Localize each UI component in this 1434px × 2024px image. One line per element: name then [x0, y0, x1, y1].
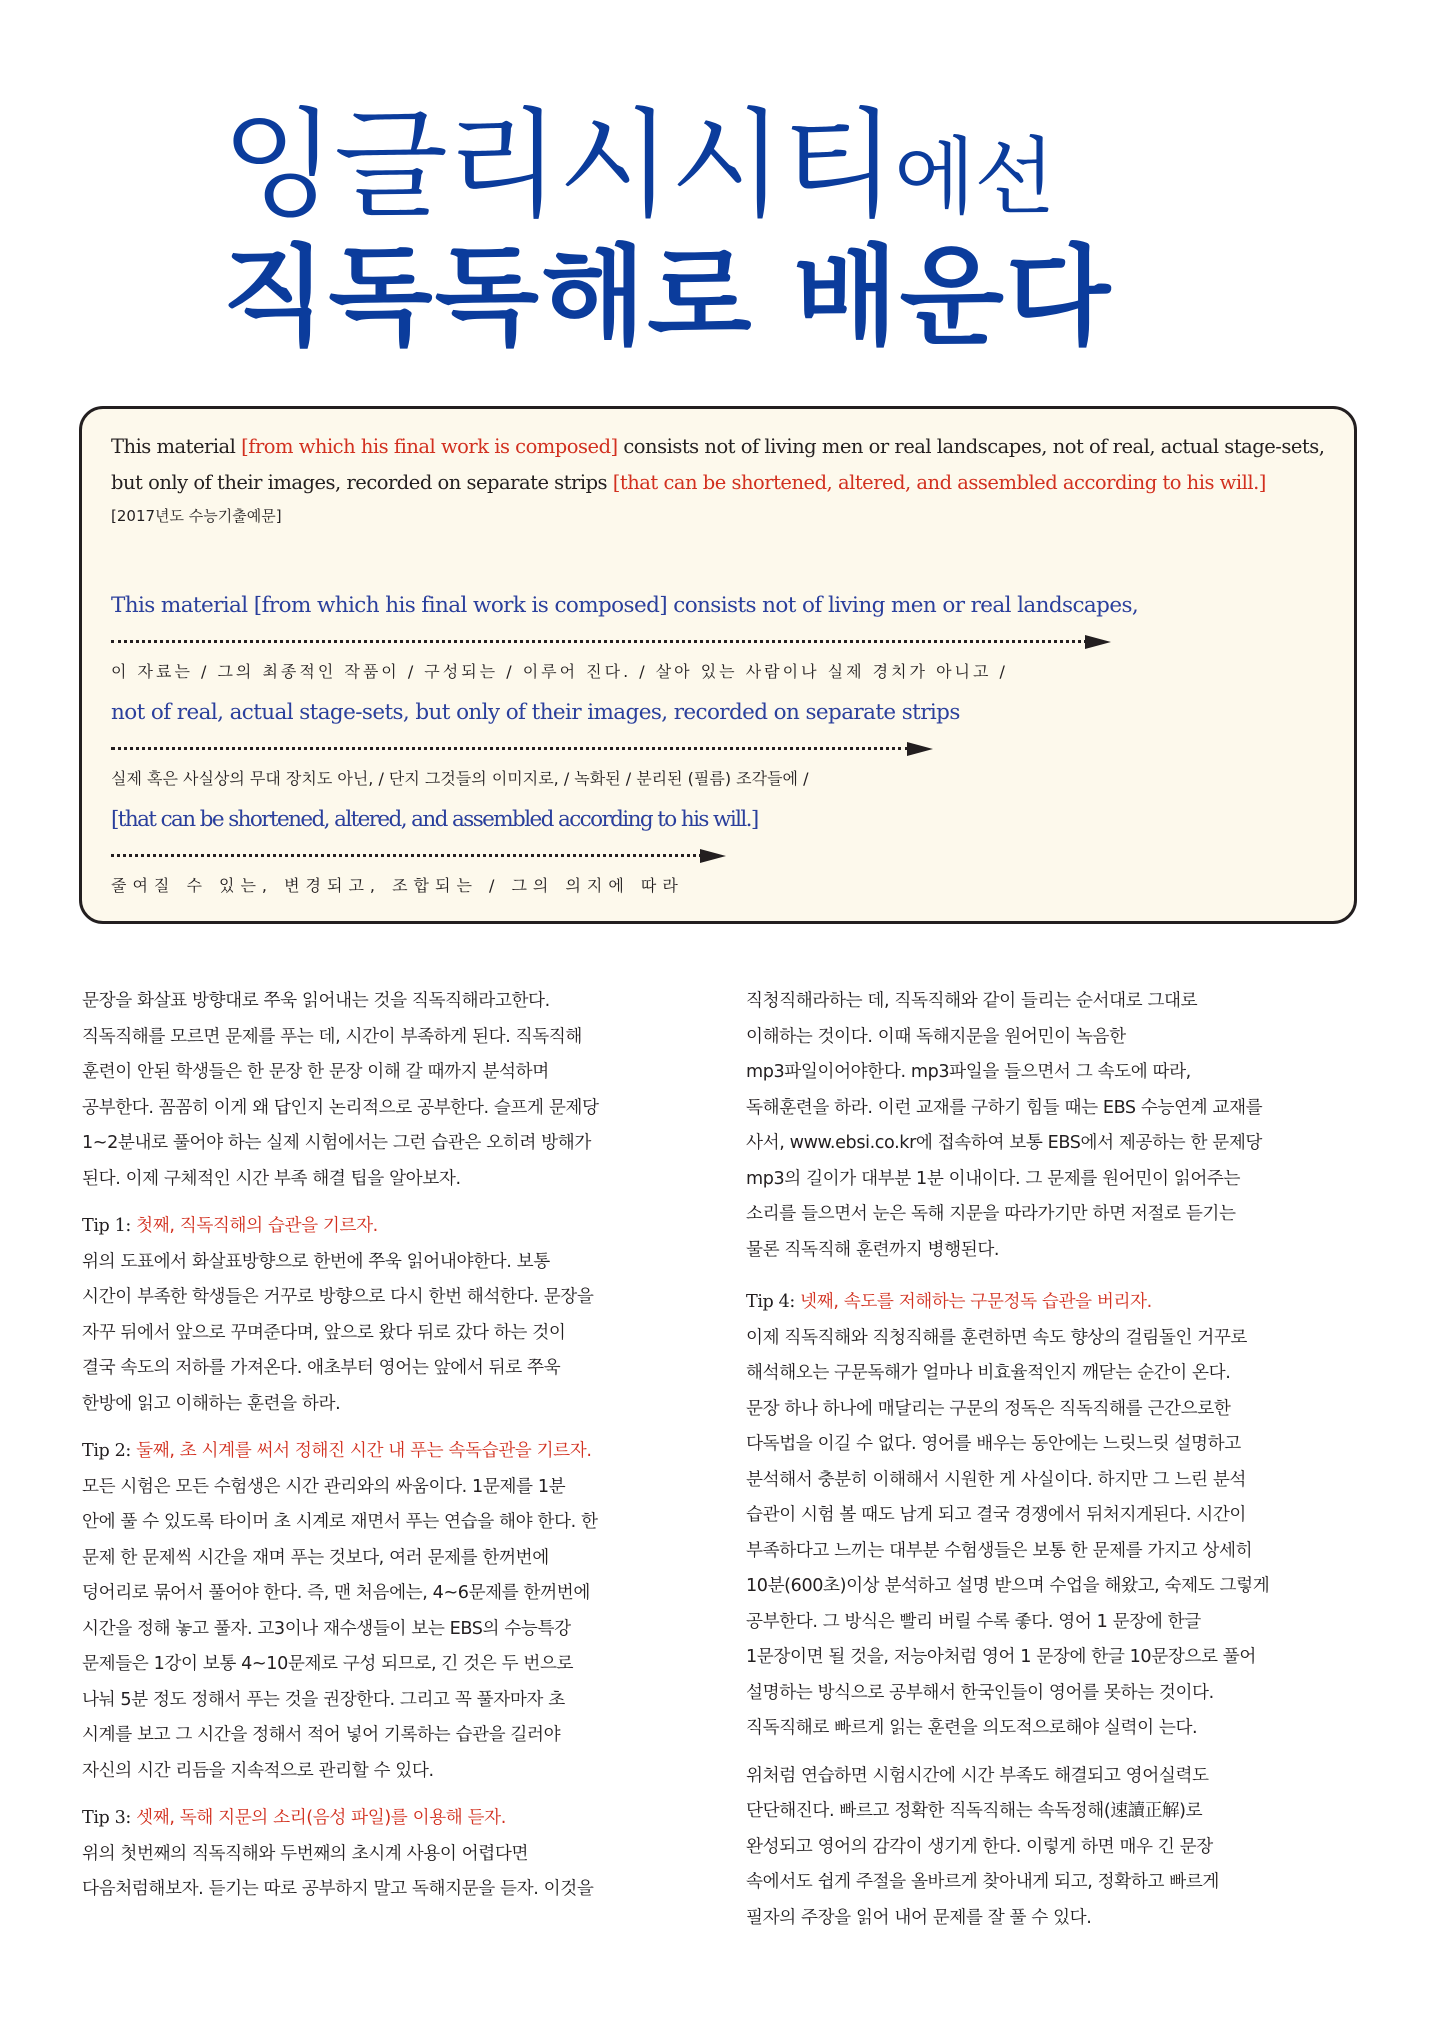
- tip-4: [746, 1285, 1356, 1747]
- tip-line: 문제들은 1강이 보통 4~10문제로 구성 되므로, 긴 것은 두 번으로: [82, 1654, 574, 1674]
- tip-line: 문장 하나 하나에 매달리는 구문의 정독은 직독직해를 근간으로한: [746, 1398, 1231, 1419]
- tip-line: 이해하는 것이다. 이때 독해지문을 원어민이 녹음한: [746, 1026, 1126, 1047]
- tip-line: mp3파일이어야한다. mp3파일을 들으면서 그 속도에 따라,: [746, 1062, 1191, 1082]
- tip-line: 문제 한 문제씩 시간을 재며 푸는 것보다, 여러 문제를 한꺼번에: [82, 1547, 549, 1568]
- tip-line: 직독직해로 빠르게 읽는 훈련을 의도적으로해야 실력이 는다.: [746, 1718, 1198, 1738]
- tip-1-heading: [82, 1209, 702, 1245]
- tip-title: 둘째, 초 시계를 써서 정해진 시간 내 푸는 속독습관을 기르자.: [136, 1441, 592, 1461]
- segment-2-english: not of real, actual stage-sets, but only of their images, recorded on separate strips: [111, 700, 960, 725]
- tip-line: 독해훈련을 하라. 이런 교재를 구하기 힘들 때는 EBS 수능연계 교재를: [746, 1097, 1263, 1118]
- tip-line: 한방에 읽고 이해하는 훈련을 하라.: [82, 1393, 341, 1414]
- tip-line: 덩어리로 묶어서 풀어야 한다. 즉, 맨 처음에는, 4~6문제를 한꺼번에: [82, 1583, 590, 1603]
- title-line-2: 직독독해로 배운다: [222, 235, 1113, 360]
- intro-line: 문장을 화살표 방향대로 쭈욱 읽어내는 것을 직독직해라고한다.: [82, 991, 550, 1011]
- tip-line: 분석해서 충분히 이해해서 시원한 게 사실이다. 하지만 그 느린 분석: [746, 1469, 1247, 1490]
- tip-line: 부족하다고 느끼는 대부분 수험생들은 보통 한 문제를 가지고 상세히: [746, 1540, 1253, 1561]
- original-text-a: This material: [111, 435, 242, 458]
- tip-line: 자신의 시간 리듬을 지속적으로 관리할 수 있다.: [82, 1760, 434, 1781]
- conclusion-line: 단단해진다. 빠르고 정확한 직독직해는 속독정해(速讀正解)로: [746, 1801, 1203, 1821]
- tip-line: 1문장이면 될 것을, 저능아처럼 영어 1 문장에 한글 10문장으로 풀어: [746, 1647, 1256, 1667]
- conclusion-line: 필자의 주장을 읽어 내어 문제를 잘 풀 수 있다.: [746, 1907, 1092, 1928]
- segment-3-english: [that can be shortened, altered, and assembled according to his will.]: [111, 807, 758, 832]
- tip-label: Tip 1:: [82, 1216, 131, 1236]
- segment-2-korean: 실제 혹은 사실상의 무대 장치도 아닌, / 단지 그것들의 이미지로, / 녹화된 / 분리된 (필름) 조각들에 /: [111, 769, 809, 788]
- left-column: [82, 984, 702, 1908]
- intro-line: 직독직해를 모르면 문제를 푸는 데, 시간이 부족하게 된다. 직독직해: [82, 1026, 583, 1047]
- tip-title: 셋째, 독해 지문의 소리(음성 파일)를 이용해 듣자.: [136, 1808, 506, 1828]
- right-column: [746, 984, 1356, 1936]
- tip-line: mp3의 길이가 대부분 1분 이내이다. 그 문제를 원어민이 읽어주는: [746, 1168, 1241, 1189]
- tip-3: [82, 1801, 702, 1908]
- tip-line: 물론 직독직해 훈련까지 병행된다.: [746, 1239, 1000, 1260]
- tip-4-heading: [746, 1285, 1356, 1321]
- tip-line: 이제 직독직해와 직청직해를 훈련하면 속도 향상의 걸림돌인 거꾸로: [746, 1327, 1248, 1348]
- conclusion-line: 위처럼 연습하면 시험시간에 시간 부족도 해결되고 영어실력도: [746, 1765, 1209, 1786]
- tip-line: 위의 도표에서 화살표방향으로 한번에 쭈욱 읽어내야한다. 보통: [82, 1251, 550, 1272]
- tip-label: Tip 3:: [82, 1808, 131, 1828]
- tip-1: [82, 1209, 702, 1422]
- tip-line: 나눠 5분 정도 정해서 푸는 것을 권장한다. 그리고 꼭 풀자마자 초: [82, 1689, 565, 1710]
- intro-line: 된다. 이제 구체적인 시간 부족 해결 팁을 알아보자.: [82, 1168, 461, 1189]
- tip-3-continued: [746, 984, 1356, 1268]
- segment-2-arrow: [111, 742, 933, 756]
- title-main: 잉글리시시티: [222, 96, 894, 234]
- tip-line: 설명하는 방식으로 공부해서 한국인들이 영어를 못하는 것이다.: [746, 1682, 1214, 1703]
- tip-line: 안에 풀 수 있도록 타이머 초 시계로 재면서 푸는 연습을 해야 한다. 한: [82, 1512, 598, 1532]
- intro-line: 훈련이 안된 학생들은 한 문장 한 문장 이해 갈 때까지 분석하며: [82, 1062, 549, 1082]
- conclusion-paragraph: [746, 1759, 1356, 1937]
- title-suffix: 에선: [893, 128, 1055, 226]
- tip-line: 10분(600초)이상 분석하고 설명 받으며 수업을 해왔고, 숙제도 그렇게: [746, 1576, 1270, 1596]
- tip-2: [82, 1434, 702, 1789]
- tip-line: 시간이 부족한 학생들은 거꾸로 방향으로 다시 한번 해석한다. 문장을: [82, 1287, 594, 1307]
- segment-1-arrow: [111, 635, 1111, 649]
- tip-title: 넷째, 속도를 저해하는 구문정독 습관을 버리자.: [800, 1292, 1152, 1312]
- segment-3-arrow: [111, 849, 726, 863]
- tip-line: 시간을 정해 놓고 풀자. 고3이나 재수생들이 보는 EBS의 수능특강: [82, 1618, 571, 1639]
- tip-line: 공부한다. 그 방식은 빨리 버릴 수록 좋다. 영어 1 문장에 한글: [746, 1611, 1201, 1632]
- tip-line: 자꾸 뒤에서 앞으로 꾸며준다며, 앞으로 왔다 뒤로 갔다 하는 것이: [82, 1322, 566, 1343]
- tip-2-heading: [82, 1434, 702, 1470]
- tip-line: 습관이 시험 볼 때도 남게 되고 결국 경쟁에서 뒤처지게된다. 시간이: [746, 1505, 1247, 1525]
- tip-title: 첫째, 직독직해의 습관을 기르자.: [136, 1216, 378, 1236]
- original-text-b: consists not of living men or real landscapes, not of real, actual stage-sets, but only of their images, recorded on separate strips: [111, 435, 1325, 494]
- arrow-head-icon: [1085, 635, 1111, 649]
- conclusion-line: 속에서도 쉽게 주절을 올바르게 찾아내게 되고, 정확하고 빠르게: [746, 1872, 1220, 1892]
- tip-line: 사서, www.ebsi.co.kr에 접속하여 보통 EBS에서 제공하는 한 문제당: [746, 1133, 1263, 1153]
- tip-label: Tip 4:: [746, 1292, 795, 1312]
- source-label: [2017년도 수능기출예문]: [111, 507, 282, 525]
- arrow-head-icon: [907, 742, 933, 756]
- original-bracket-2: [that can be shortened, altered, and assembled according to his will.]: [612, 471, 1266, 494]
- tip-line: 결국 속도의 저하를 가져온다. 애초부터 영어는 앞에서 뒤로 쭈욱: [82, 1358, 561, 1378]
- segment-1-english: This material [from which his final work is composed] consists not of living men or real landscapes,: [111, 593, 1139, 618]
- tip-3-heading: [82, 1801, 702, 1837]
- intro-paragraph: [82, 984, 702, 1197]
- arrow-head-icon: [700, 849, 726, 863]
- tip-line: 위의 첫번째의 직독직해와 두번째의 초시계 사용이 어렵다면: [82, 1843, 529, 1864]
- original-sentence: [111, 429, 1326, 501]
- intro-line: 공부한다. 꼼꼼히 이게 왜 답인지 논리적으로 공부한다. 슬프게 문제당: [82, 1097, 599, 1118]
- tip-line: 다음처럼해보자. 듣기는 따로 공부하지 말고 독해지문을 듣자. 이것을: [82, 1879, 594, 1899]
- tip-line: 다독법을 이길 수 없다. 영어를 배우는 동안에는 느릿느릿 설명하고: [746, 1434, 1241, 1454]
- tip-line: 시계를 보고 그 시간을 정해서 적어 넣어 기록하는 습관을 길러야: [82, 1725, 561, 1745]
- tip-line: 직청직해라하는 데, 직독직해와 같이 들리는 순서대로 그대로: [746, 991, 1198, 1011]
- tip-line: 해석해오는 구문독해가 얼마나 비효율적인지 깨닫는 순간이 온다.: [746, 1363, 1231, 1383]
- original-bracket-1: [from which his final work is composed]: [241, 435, 618, 458]
- example-box: [79, 406, 1357, 924]
- tip-label: Tip 2:: [82, 1441, 131, 1461]
- tip-line: 소리를 들으면서 눈은 독해 지문을 따라가기만 하면 저절로 듣기는: [746, 1204, 1236, 1224]
- segment-1-korean: 이 자료는 / 그의 최종적인 작품이 / 구성되는 / 이루어 진다. / 살아 있는 사람이나 실제 경치가 아니고 /: [111, 662, 1008, 681]
- conclusion-line: 완성되고 영어의 감각이 생기게 한다. 이렇게 하면 매우 긴 문장: [746, 1836, 1213, 1857]
- intro-line: 1~2분내로 풀어야 하는 실제 시험에서는 그런 습관은 오히려 방해가: [82, 1133, 591, 1153]
- tip-line: 모든 시험은 모든 수험생은 시간 관리와의 싸움이다. 1문제를 1분: [82, 1476, 566, 1497]
- segment-3-korean: 줄여질 수 있는, 변경되고, 조합되는 / 그의 의지에 따라: [111, 876, 684, 895]
